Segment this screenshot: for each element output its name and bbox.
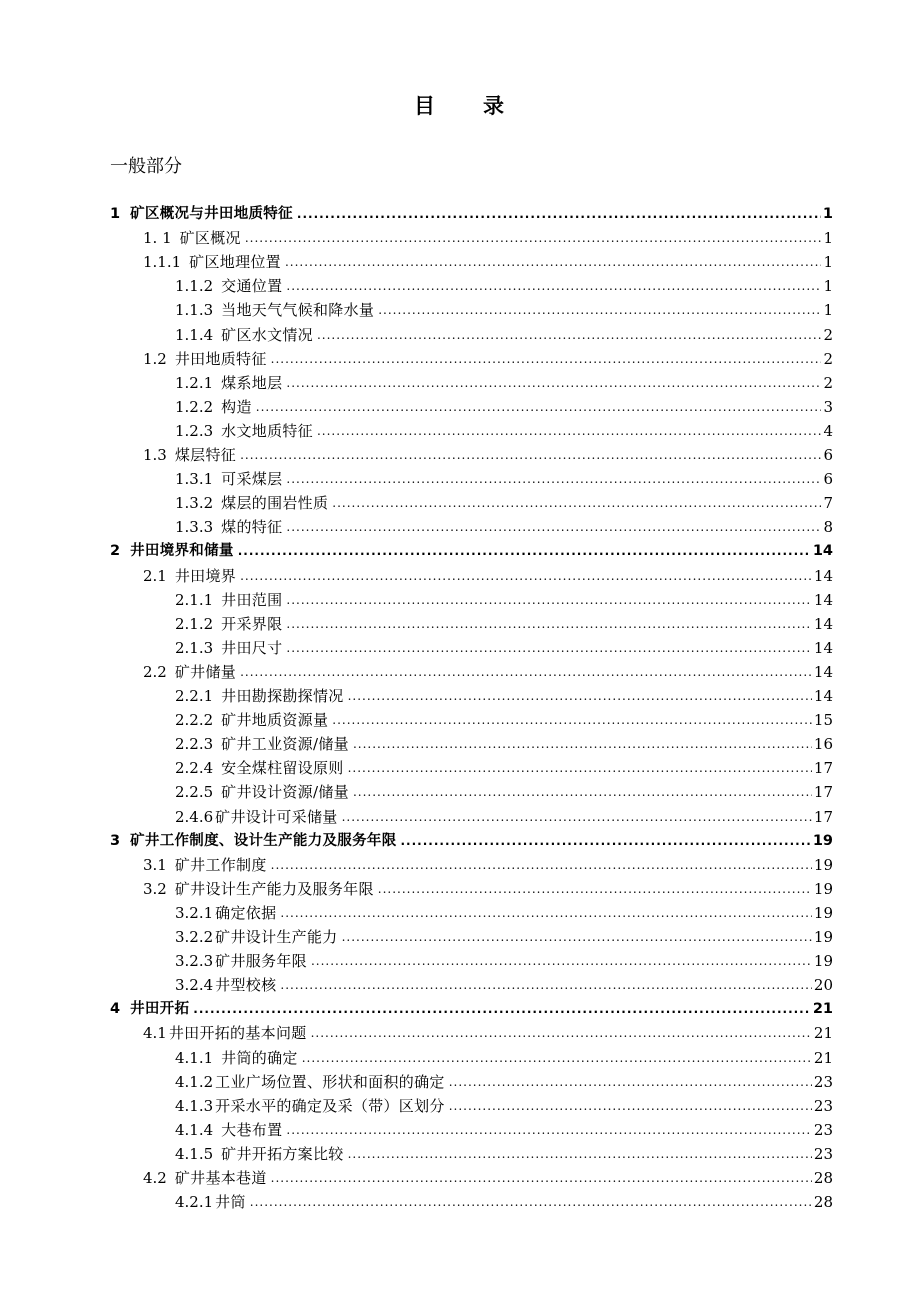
toc-leader-dots xyxy=(286,615,812,633)
toc-entry[interactable] xyxy=(175,1139,833,1163)
toc-entry-page: 14 xyxy=(813,566,833,585)
toc-entry[interactable] xyxy=(110,826,833,850)
toc-entry-page: 6 xyxy=(823,470,833,489)
toc-entry-number: 4 xyxy=(110,1001,121,1018)
toc-entry-page: 1 xyxy=(823,229,833,248)
toc-entry[interactable] xyxy=(175,777,833,801)
toc-entry[interactable] xyxy=(175,922,833,946)
toc-entry[interactable] xyxy=(175,1091,833,1115)
toc-leader-dots xyxy=(271,350,822,368)
toc-leader-dots xyxy=(286,518,821,536)
toc-entry[interactable] xyxy=(175,970,833,994)
toc-entry-title: 矿井基本巷道 xyxy=(174,1169,267,1187)
toc-entry[interactable] xyxy=(175,946,833,970)
toc-entry-page: 19 xyxy=(813,855,833,874)
toc-entry-page: 2 xyxy=(823,373,833,392)
toc-entry-page: 17 xyxy=(813,783,833,802)
toc-entry-title: 井筒 xyxy=(215,1193,246,1212)
toc-entry-page: 1 xyxy=(823,277,833,296)
toc-entry-page: 4 xyxy=(823,421,833,440)
toc-entry-title: 安全煤柱留设原则 xyxy=(221,759,344,778)
toc-entry-title: 矿井工作制度 xyxy=(174,855,267,874)
toc-entry-number: 1.3 xyxy=(143,446,167,464)
toc-leader-dots xyxy=(332,711,812,729)
toc-entry-title: 交通位置 xyxy=(221,277,283,296)
toc-entry[interactable] xyxy=(175,705,833,729)
toc-entry-number: 3.2 xyxy=(143,879,167,898)
toc-leader-dots xyxy=(240,663,812,681)
toc-entry-number: 3.2.1 xyxy=(175,903,214,922)
toc-leader-dots xyxy=(271,856,812,874)
toc-entry-number: 1 xyxy=(110,206,121,222)
toc-entry-page: 21 xyxy=(812,1001,833,1018)
toc-leader-dots xyxy=(280,976,812,994)
toc-entry-title: 开采界限 xyxy=(221,614,283,633)
toc-entry-title: 当地天气气候和降水量 xyxy=(221,301,375,320)
toc-leader-dots xyxy=(286,277,821,295)
toc-entry[interactable] xyxy=(175,368,833,392)
toc-entry[interactable] xyxy=(175,464,833,488)
toc-entry-number: 2 xyxy=(110,543,121,560)
toc-entry-page: 23 xyxy=(813,1096,833,1115)
toc-leader-dots xyxy=(286,374,821,392)
toc-entry[interactable] xyxy=(175,729,833,753)
toc-entry-number: 1.1.1 xyxy=(143,253,182,272)
toc-entry-number: 3.2.3 xyxy=(175,952,214,971)
toc-entry-number: 4.1.1 xyxy=(175,1048,214,1067)
toc-entry-title: 井田范围 xyxy=(221,590,283,609)
toc-entry-number: 1.2.1 xyxy=(175,373,214,392)
toc-entry-page: 3 xyxy=(823,397,833,416)
toc-leader-dots xyxy=(401,832,811,850)
toc-entry-page: 14 xyxy=(813,687,833,705)
toc-entry-number: 4.1 xyxy=(143,1024,167,1043)
toc-entry-page: 28 xyxy=(813,1193,833,1212)
toc-entry-number: 4.1.3 xyxy=(175,1096,214,1115)
toc-entry-title: 煤的特征 xyxy=(221,518,283,537)
toc-leader-dots xyxy=(250,1193,812,1211)
toc-entry-number: 1.2.3 xyxy=(175,421,214,440)
toc-entry-number: 4.2.1 xyxy=(175,1193,214,1212)
toc-leader-dots xyxy=(332,494,821,512)
toc-entry-number: 2.1 xyxy=(143,566,167,585)
toc-entry-number: 1.1.2 xyxy=(175,277,214,296)
toc-leader-dots xyxy=(317,326,821,344)
toc-entry[interactable] xyxy=(175,320,833,344)
toc-entry-page: 19 xyxy=(813,928,833,946)
toc-entry-page: 1 xyxy=(822,206,833,222)
toc-entry[interactable] xyxy=(175,488,833,512)
toc-entry-page: 21 xyxy=(813,1048,833,1067)
toc-leader-dots xyxy=(378,301,821,319)
toc-entry-page: 2 xyxy=(823,325,833,344)
toc-entry[interactable] xyxy=(175,295,833,319)
toc-entry-title: 工业广场位置、形状和面积的确定 xyxy=(215,1072,445,1091)
toc-entry[interactable] xyxy=(143,440,833,464)
toc-entry[interactable] xyxy=(175,898,833,922)
toc-entry-title: 矿井工业资源/储量 xyxy=(221,735,349,754)
toc-entry-number: 4.1.5 xyxy=(175,1144,214,1163)
toc-entry-number: 1.2 xyxy=(143,349,167,368)
toc-entry[interactable] xyxy=(143,874,833,898)
toc-entry[interactable] xyxy=(143,850,833,874)
toc-leader-dots xyxy=(285,253,821,271)
toc-entry-title: 矿井服务年限 xyxy=(215,952,307,971)
toc-entry-number: 2.1.1 xyxy=(175,590,214,609)
toc-entry-page: 8 xyxy=(823,518,833,537)
toc-entry-page: 7 xyxy=(823,494,833,513)
toc-entry-number: 1. 1 xyxy=(143,229,172,248)
toc-entry-number: 3 xyxy=(110,832,121,849)
toc-leader-dots xyxy=(238,542,811,560)
toc-entry-page: 14 xyxy=(812,543,833,560)
toc-entry-number: 1.2.2 xyxy=(175,397,214,416)
toc-leader-dots xyxy=(286,639,812,657)
toc-entry[interactable] xyxy=(175,681,833,705)
toc-entry[interactable] xyxy=(143,1018,833,1042)
toc-entry-title: 矿井开拓方案比较 xyxy=(221,1144,344,1163)
toc-entry-number: 2.2.3 xyxy=(175,735,214,754)
toc-leader-dots xyxy=(240,567,812,585)
toc-leader-dots xyxy=(348,759,812,777)
toc-entry[interactable] xyxy=(175,1187,833,1211)
toc-entry[interactable] xyxy=(175,585,833,609)
toc-entry-page: 6 xyxy=(823,446,833,464)
toc-entry-page: 19 xyxy=(813,952,833,971)
page-title: 目 录 xyxy=(414,94,506,118)
toc-entry-page: 19 xyxy=(813,903,833,922)
toc-entry[interactable] xyxy=(175,1115,833,1139)
toc-entry-title: 矿井设计资源/储量 xyxy=(221,783,349,802)
toc-entry-title: 水文地质特征 xyxy=(221,421,313,440)
toc-entry-title: 井田地质特征 xyxy=(174,349,267,368)
toc-entry-title: 井田开拓 xyxy=(130,1001,190,1018)
toc-entry-number: 4.1.2 xyxy=(175,1072,214,1091)
toc-entry[interactable] xyxy=(175,802,833,826)
toc-entry[interactable] xyxy=(175,633,833,657)
toc-leader-dots xyxy=(311,1024,812,1042)
toc-entry-title: 井筒的确定 xyxy=(221,1048,298,1067)
toc-entry-number: 3.1 xyxy=(143,855,167,874)
toc-entry[interactable] xyxy=(175,512,833,536)
toc-entry[interactable] xyxy=(175,416,833,440)
toc-leader-dots xyxy=(348,687,812,705)
toc-entry-page: 23 xyxy=(813,1072,833,1091)
toc-leader-dots xyxy=(245,229,822,247)
toc-entry[interactable] xyxy=(175,1067,833,1091)
toc-leader-dots xyxy=(256,398,822,416)
toc-entry-title: 矿区水文情况 xyxy=(221,325,313,344)
toc-entry-title: 构造 xyxy=(221,397,252,416)
toc-entry-page: 17 xyxy=(813,807,833,826)
toc-entry-page: 14 xyxy=(813,590,833,609)
toc-entry-title: 井田尺寸 xyxy=(221,638,283,657)
toc-entry-page: 16 xyxy=(813,735,833,754)
toc-entry[interactable] xyxy=(143,344,833,368)
toc-leader-dots xyxy=(286,470,821,488)
toc-entry-number: 2.2 xyxy=(143,662,167,681)
toc-entry-page: 17 xyxy=(813,759,833,778)
toc-entry-page: 1 xyxy=(823,253,833,272)
toc-entry-number: 4.1.4 xyxy=(175,1120,214,1139)
toc-entry-number: 2.2.5 xyxy=(175,783,214,802)
toc-entry-title: 井田境界 xyxy=(174,566,237,585)
toc-entry-title: 矿井设计生产能力及服务年限 xyxy=(174,879,374,898)
toc-leader-dots xyxy=(353,735,812,753)
toc-entry-title: 矿井设计可采储量 xyxy=(215,807,338,826)
toc-entry-number: 2.1.2 xyxy=(175,614,214,633)
toc-entry-number: 1.3.2 xyxy=(175,494,214,513)
toc-entry-title: 大巷布置 xyxy=(221,1120,283,1139)
toc-leader-dots xyxy=(240,446,821,464)
toc-entry-number: 1.1.4 xyxy=(175,325,214,344)
toc-entry-page: 19 xyxy=(812,832,833,849)
toc-entry-page: 23 xyxy=(813,1120,833,1139)
toc-entry-title: 矿井工作制度、设计生产能力及服务年限 xyxy=(130,832,397,849)
toc-leader-dots xyxy=(449,1097,812,1115)
toc-entry-title: 井型校核 xyxy=(215,976,277,995)
toc-entry-page: 21 xyxy=(813,1024,833,1043)
toc-entry[interactable] xyxy=(175,392,833,416)
toc-leader-dots xyxy=(348,1145,812,1163)
toc-entry-title: 井田境界和储量 xyxy=(130,543,234,560)
toc-entry[interactable] xyxy=(143,1163,833,1187)
toc-entry-title: 矿区地理位置 xyxy=(189,253,281,272)
toc-entry-page: 14 xyxy=(813,638,833,657)
toc-leader-dots xyxy=(353,783,812,801)
toc-entry[interactable] xyxy=(175,753,833,777)
toc-entry-title: 煤层特征 xyxy=(174,446,237,464)
toc-entry[interactable] xyxy=(143,223,833,247)
toc-entry-page: 1 xyxy=(823,301,833,320)
toc-entry-page: 19 xyxy=(813,879,833,898)
toc-entry-title: 矿井储量 xyxy=(174,662,237,681)
toc-entry[interactable] xyxy=(110,199,833,223)
toc-entry-title: 矿井地质资源量 xyxy=(221,711,329,730)
toc-entry-number: 3.2.4 xyxy=(175,976,214,995)
toc-entry[interactable] xyxy=(110,536,833,560)
toc-entry-page: 23 xyxy=(813,1144,833,1163)
toc-entry-number: 2.4.6 xyxy=(175,807,214,826)
toc-entry-number: 2.1.3 xyxy=(175,638,214,657)
toc-entry-title: 煤系地层 xyxy=(221,373,283,392)
toc-entry-page: 28 xyxy=(813,1169,833,1187)
toc-entry-number: 1.3.3 xyxy=(175,518,214,537)
toc-leader-dots xyxy=(302,1049,812,1067)
toc-leader-dots xyxy=(342,928,812,946)
toc-entry-title: 井田开拓的基本问题 xyxy=(168,1024,307,1043)
toc-entry-number: 3.2.2 xyxy=(175,928,214,946)
toc-entry-title: 矿区概况与井田地质特征 xyxy=(130,206,293,222)
toc-leader-dots xyxy=(271,1169,812,1187)
toc-leader-dots xyxy=(193,1000,811,1018)
toc-leader-dots xyxy=(297,205,821,223)
toc-entry-number: 2.2.2 xyxy=(175,711,214,730)
toc-entry-number: 4.2 xyxy=(143,1169,167,1187)
toc-entry-title: 矿区概况 xyxy=(179,229,241,248)
toc-leader-dots xyxy=(286,1121,812,1139)
toc-entry[interactable] xyxy=(175,271,833,295)
toc-leader-dots xyxy=(280,904,812,922)
toc-entry-number: 1.1.3 xyxy=(175,301,214,320)
toc-entry-page: 14 xyxy=(813,662,833,681)
toc-entry-title: 确定依据 xyxy=(215,903,277,922)
toc-entry[interactable] xyxy=(143,657,833,681)
toc-entry-title: 矿井设计生产能力 xyxy=(215,928,338,946)
toc-entry[interactable] xyxy=(110,994,833,1018)
toc-entry-page: 20 xyxy=(813,976,833,995)
toc-leader-dots xyxy=(378,880,812,898)
toc-entry[interactable] xyxy=(143,561,833,585)
toc-entry-title: 煤层的围岩性质 xyxy=(221,494,329,513)
section-heading: 一般部分 xyxy=(110,156,182,177)
toc-leader-dots xyxy=(317,422,821,440)
toc-entry-title: 开采水平的确定及采（带）区划分 xyxy=(215,1096,445,1115)
toc-entry-title: 可采煤层 xyxy=(221,470,283,489)
toc-entry[interactable] xyxy=(143,247,833,271)
toc-entry-page: 2 xyxy=(823,349,833,368)
toc-entry-page: 14 xyxy=(813,614,833,633)
toc-entry-number: 2.2.1 xyxy=(175,687,214,705)
toc-entry-page: 15 xyxy=(813,711,833,730)
toc-leader-dots xyxy=(311,952,812,970)
toc-entry[interactable] xyxy=(175,1043,833,1067)
toc-entry-number: 1.3.1 xyxy=(175,470,214,489)
toc-leader-dots xyxy=(286,591,812,609)
toc-entry[interactable] xyxy=(175,609,833,633)
toc-entry-number: 2.2.4 xyxy=(175,759,214,778)
toc-leader-dots xyxy=(449,1073,812,1091)
toc-leader-dots xyxy=(342,808,812,826)
toc-entry-title: 井田勘探勘探情况 xyxy=(221,687,344,705)
